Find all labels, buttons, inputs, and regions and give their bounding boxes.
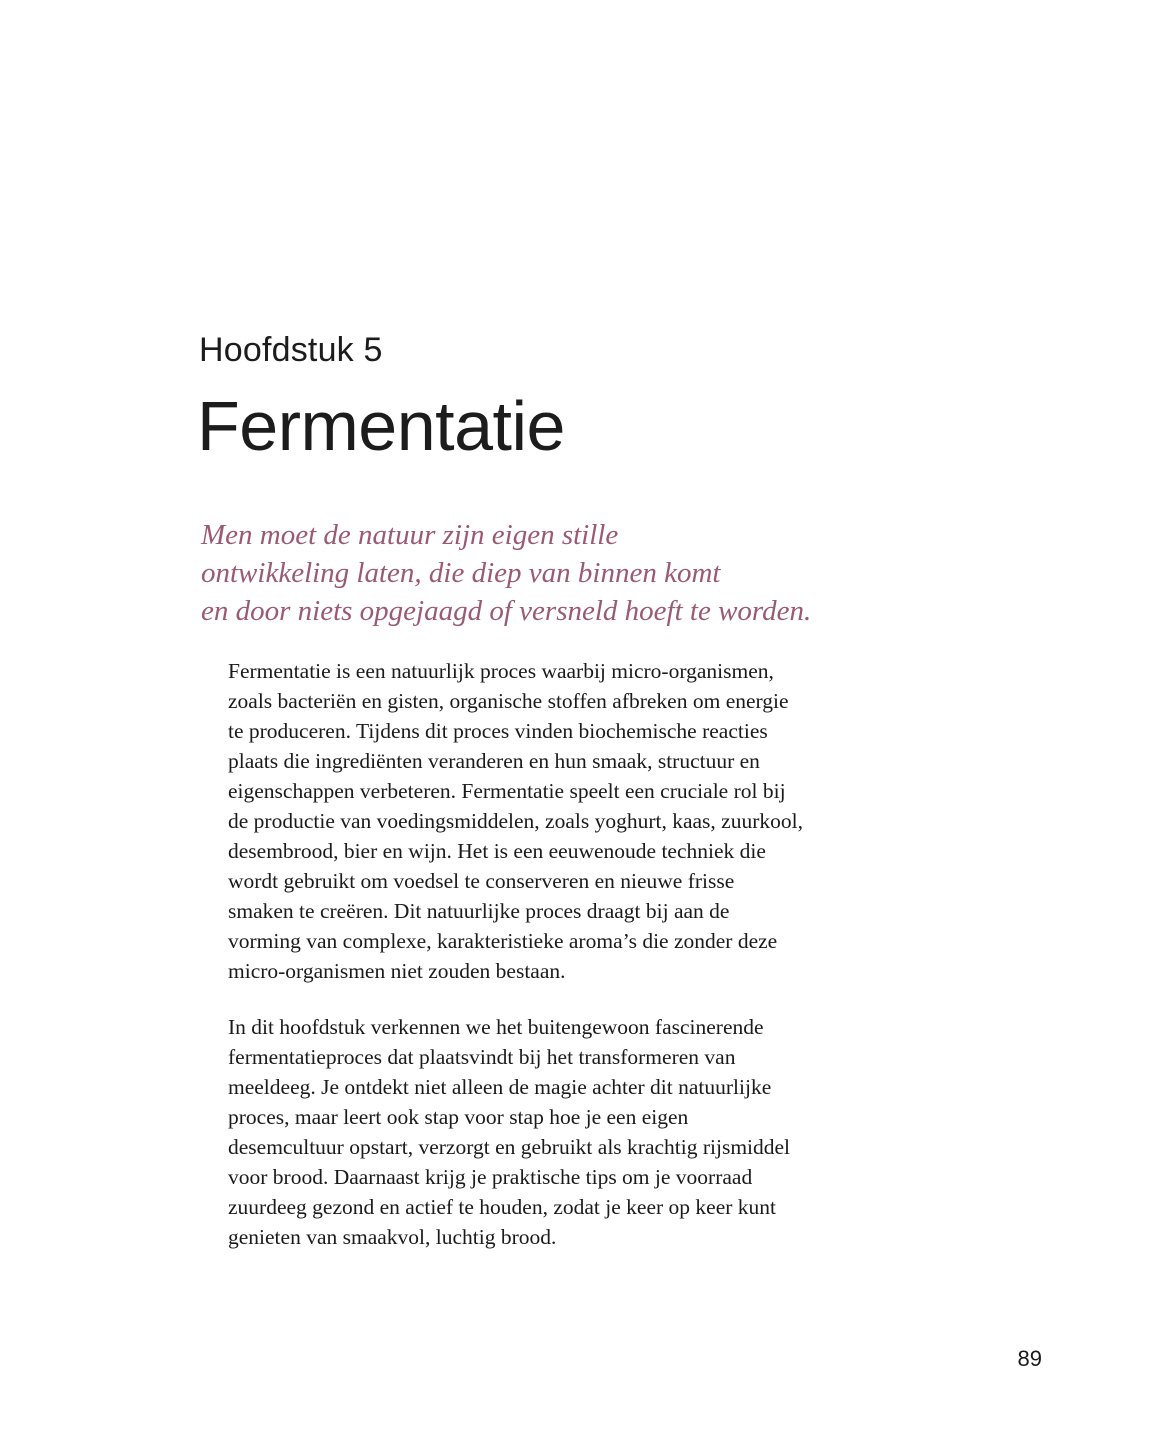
text-line: meeldeeg. Je ontdekt niet alleen de magie achter dit natuurlijke	[228, 1075, 772, 1099]
text-line: plaats die ingrediënten veranderen en hun smaak, structuur en	[228, 749, 760, 773]
text-line: In dit hoofdstuk verkennen we het buitengewoon fascinerende	[228, 1015, 764, 1039]
quote-line: Men moet de natuur zijn eigen stille	[201, 519, 619, 551]
chapter-title: Fermentatie	[197, 387, 565, 465]
text-line: zoals bacteriën en gisten, organische stoffen afbreken om energie	[228, 689, 789, 713]
text-line: genieten van smaakvol, luchtig brood.	[228, 1225, 557, 1249]
text-line: smaken te creëren. Dit natuurlijke proces draagt bij aan de	[228, 899, 730, 923]
paragraph-chapter-overview	[228, 1012, 888, 1252]
epigraph-quote	[201, 516, 921, 630]
text-line: wordt gebruikt om voedsel te conserveren en nieuwe frisse	[228, 869, 735, 893]
text-line: vorming van complexe, karakteristieke aroma’s die zonder deze	[228, 929, 778, 953]
text-line: de productie van voedingsmiddelen, zoals yoghurt, kaas, zuurkool,	[228, 809, 803, 833]
text-line: desemcultuur opstart, verzorgt en gebruikt als krachtig rijsmiddel	[228, 1135, 791, 1159]
text-line: Fermentatie is een natuurlijk proces waarbij micro-organismen,	[228, 659, 774, 683]
text-line: micro-organismen niet zouden bestaan.	[228, 959, 566, 983]
text-line: fermentatieproces dat plaatsvindt bij het transformeren van	[228, 1045, 736, 1069]
quote-line: ontwikkeling laten, die diep van binnen komt	[201, 557, 721, 589]
text-line: proces, maar leert ook stap voor stap hoe je een eigen	[228, 1105, 689, 1129]
quote-line: en door niets opgejaagd of versneld hoeft te worden.	[201, 595, 812, 627]
chapter-label: Hoofdstuk 5	[199, 331, 383, 369]
page-number: 89	[1017, 1346, 1042, 1371]
paragraph-intro	[228, 656, 888, 986]
text-line: desembrood, bier en wijn. Het is een eeuwenoude techniek die	[228, 839, 766, 863]
text-line: voor brood. Daarnaast krijg je praktische tips om je voorraad	[228, 1165, 753, 1189]
text-line: te produceren. Tijdens dit proces vinden biochemische reacties	[228, 719, 768, 743]
text-line: zuurdeeg gezond en actief te houden, zodat je keer op keer kunt	[228, 1195, 776, 1219]
text-line: eigenschappen verbeteren. Fermentatie speelt een cruciale rol bij	[228, 779, 786, 803]
